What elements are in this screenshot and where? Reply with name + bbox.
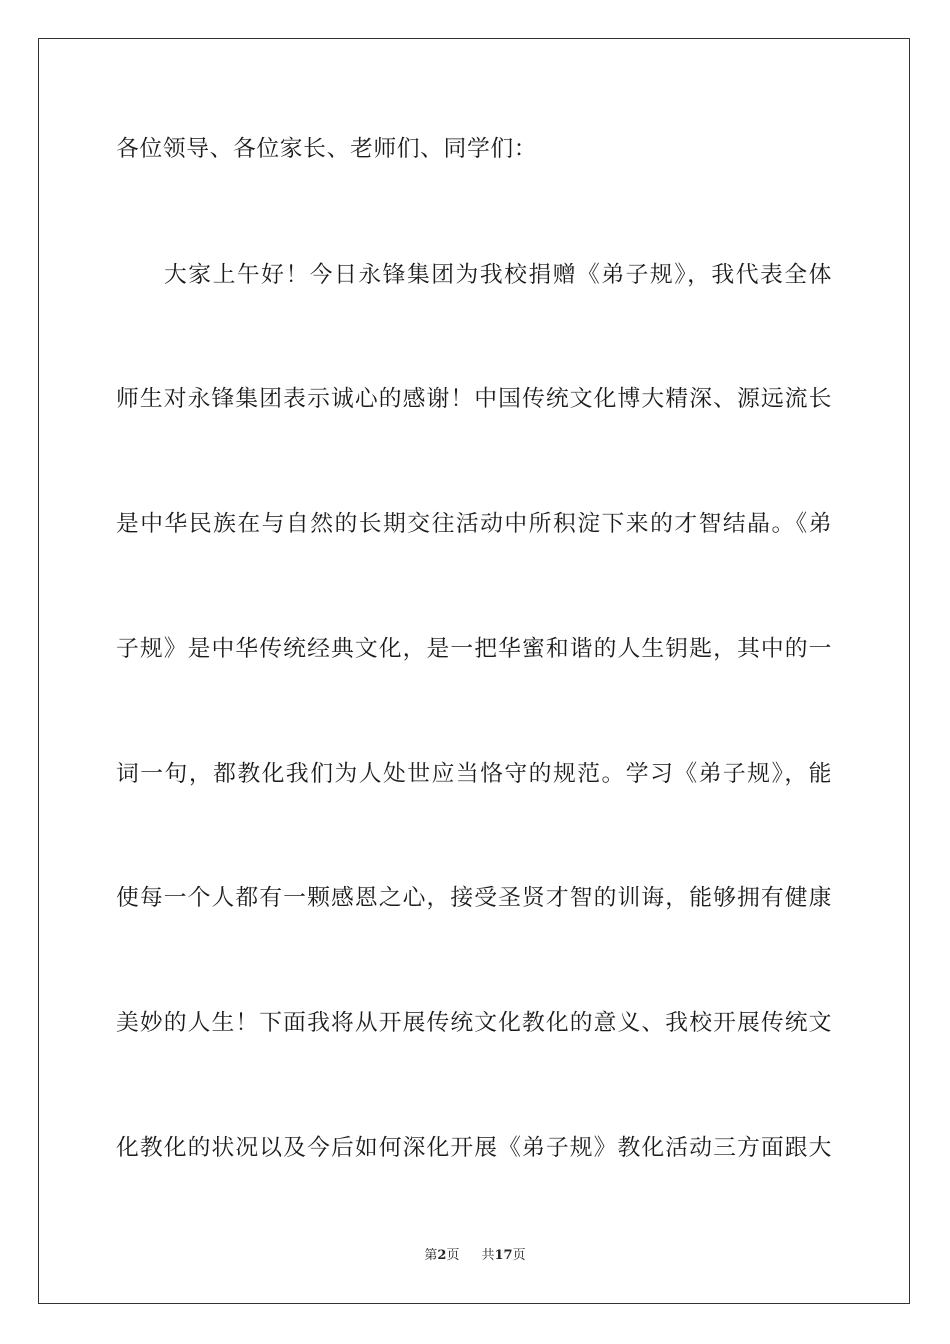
footer-total-pages: 17 (494, 1248, 513, 1263)
body-line-7: 美妙的人生！下面我将从开展传统文化教化的意义、我校开展传统文 (116, 1010, 832, 1036)
body-line-8: 化教化的状况以及今后如何深化开展《弟子规》教化活动三方面跟大 (116, 1135, 832, 1161)
salutation-line: 各位领导、各位家长、老师们、同学们： (116, 136, 538, 162)
footer-page-prefix: 第 (424, 1248, 438, 1263)
footer-page-number: 2 (437, 1248, 447, 1263)
footer-page-suffix: 页 (446, 1248, 460, 1263)
body-line-5: 词一句，都教化我们为人处世应当恪守的规范。学习《弟子规》，能 (116, 761, 832, 787)
body-line-2: 师生对永锋集团表示诚心的感谢！中国传统文化博大精深、源远流长 (116, 386, 832, 412)
page-border (38, 38, 910, 1304)
body-line-6: 使每一个人都有一颗感恩之心，接受圣贤才智的训诲，能够拥有健康 (116, 885, 832, 911)
footer-total-suffix: 页 (512, 1248, 526, 1263)
body-line-4: 子规》是中华传统经典文化，是一把华蜜和谐的人生钥匙，其中的一 (116, 636, 832, 662)
page-footer (0, 1247, 950, 1265)
footer-total-prefix: 共 (481, 1248, 495, 1263)
body-line-3: 是中华民族在与自然的长期交往活动中所积淀下来的才智结晶。《弟 (116, 511, 832, 537)
body-line-1: 大家上午好！今日永锋集团为我校捐赠《弟子规》，我代表全体 (164, 262, 832, 288)
